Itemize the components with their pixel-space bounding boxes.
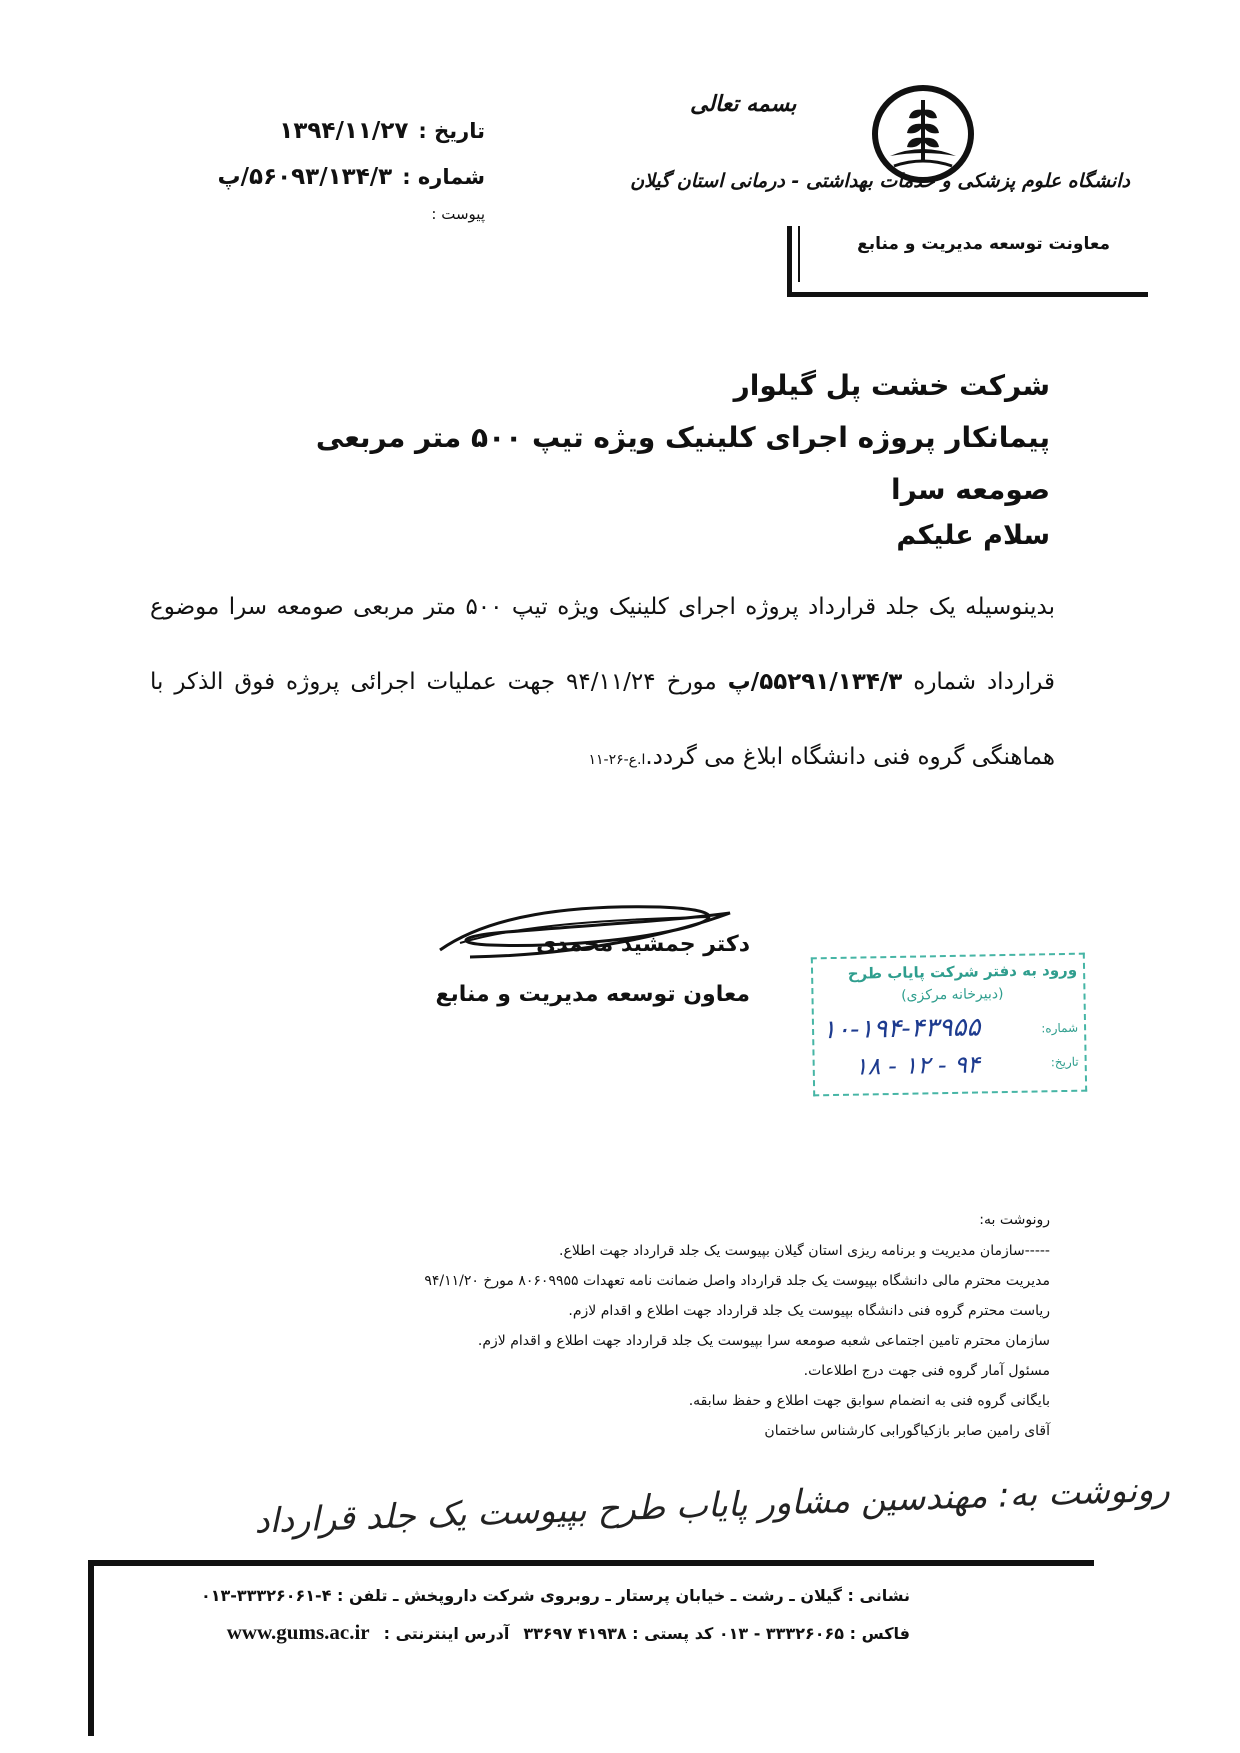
attachment-label: پیوست : xyxy=(431,205,485,223)
body-part1: بدینوسیله یک جلد قرارداد پروژه اجرای کلینیک ویژه تیپ ۵۰۰ متر مربعی صومعه سرا موضوع قرارداد شماره xyxy=(150,594,1056,695)
copies-list xyxy=(380,1236,1050,1446)
contract-number: ۵۵۲۹۱/۱۳۴/۳/پ xyxy=(727,669,903,695)
salutation: سلام علیکم xyxy=(896,520,1050,551)
stamp-title: ورود به دفتر شرکت پایاب طرح xyxy=(847,960,1078,983)
copy-item: -----سازمان مدیریت و برنامه ریزی استان گیلان بپیوست یک جلد قرارداد جهت اطلاع. xyxy=(559,1243,1050,1259)
copy-item: ریاست محترم گروه فنی دانشگاه بپیوست یک جلد قرارداد جهت اطلاع و اقدام لازم. xyxy=(568,1303,1050,1319)
copy-item: سازمان محترم تامین اجتماعی شعبه صومعه سرا بپیوست یک جلد قرارداد جهت اطلاع و اقدام لازم. xyxy=(477,1333,1050,1349)
date-label: تاریخ : xyxy=(418,119,485,143)
stamp-number-label: شماره: xyxy=(1041,1020,1079,1036)
number-label: شماره : xyxy=(402,165,485,189)
signatory-name: دکتر جمشید محمدی xyxy=(536,932,750,957)
copy-item: آقای رامین صابر بازکیاگورابی کارشناس ساختمان xyxy=(764,1423,1050,1439)
copy-item: بایگانی گروه فنی به انضمام سوابق جهت اطلاع و حفظ سابقه. xyxy=(688,1393,1050,1409)
footer-fax: فاکس : ۳۳۳۲۶۰۶۵ - ۰۱۳ کد پستی : ۴۱۹۳۸ ۳۳۶۹۷ xyxy=(523,1624,910,1643)
letter-meta xyxy=(217,108,485,228)
stamp-number-value: ۱۰-۱۹۴-۴۳۹۵۵ xyxy=(821,1012,981,1046)
copy-item: مدیریت محترم مالی دانشگاه بپیوست یک جلد قرارداد واصل ضمانت نامه تعهدات ۸۰۶۰۹۹۵۵ مورخ ۹۴/۱۱/۲۰ xyxy=(424,1273,1050,1289)
copies-heading: رونوشت به: xyxy=(979,1212,1050,1228)
stamp-subtitle: (دبیرخانه مرکزی) xyxy=(900,986,1004,1004)
signatory-title: معاون توسعه مدیریت و منابع xyxy=(435,982,750,1007)
footer-web-label: آدرس اینترنتی : xyxy=(383,1624,510,1643)
footer-contact xyxy=(226,1620,910,1645)
body-reference: ا.ع-۲۶-۱۱ xyxy=(588,752,646,768)
footer-address: نشانی : گیلان ـ رشت ـ خیابان پرستار ـ روبروی شرکت داروپخش ـ تلفن : ۴-۳۳۳۲۶۰۶۱-۰۱۳ xyxy=(200,1586,910,1605)
date-value: ۱۳۹۴/۱۱/۲۷ xyxy=(279,118,409,144)
copy-item: مسئول آمار گروه فنی جهت درج اطلاعات. xyxy=(803,1363,1050,1379)
recipient-block xyxy=(300,360,1050,516)
number-value: ۵۶۰۹۳/۱۳۴/۳/پ xyxy=(217,164,393,190)
bism-text: بسمه تعالی xyxy=(690,92,797,117)
receipt-stamp xyxy=(811,953,1087,1097)
recipient-company: شرکت خشت پل گیلوار xyxy=(733,369,1050,402)
footer-web-url: www.gums.ac.ir xyxy=(226,1620,370,1644)
recipient-role: پیمانکار پروژه اجرای کلینیک ویژه تیپ ۵۰۰ متر مربعی صومعه سرا xyxy=(315,421,1050,506)
department-name: معاونت توسعه مدیریت و منابع xyxy=(857,234,1110,254)
university-name: دانشگاه علوم پزشکی و خدمات بهداشتی - درمانی استان گیلان xyxy=(630,170,1130,192)
stamp-date-label: تاریخ: xyxy=(1050,1054,1079,1070)
stamp-date-value: ۹۴ - ۱۲ - ۱۸ xyxy=(854,1050,981,1081)
letter-body xyxy=(150,570,1055,798)
handwritten-note: رونوشت به: مهندسین مشاور پایاب طرح بپیوست یک جلد قرارداد xyxy=(253,1469,1171,1542)
body-part2: مورخ ۹۴/۱۱/۲۴ جهت عملیات اجرائی پروژه فوق الذکر با هماهنگی گروه فنی دانشگاه ابلاغ می گردد. xyxy=(150,669,1055,770)
